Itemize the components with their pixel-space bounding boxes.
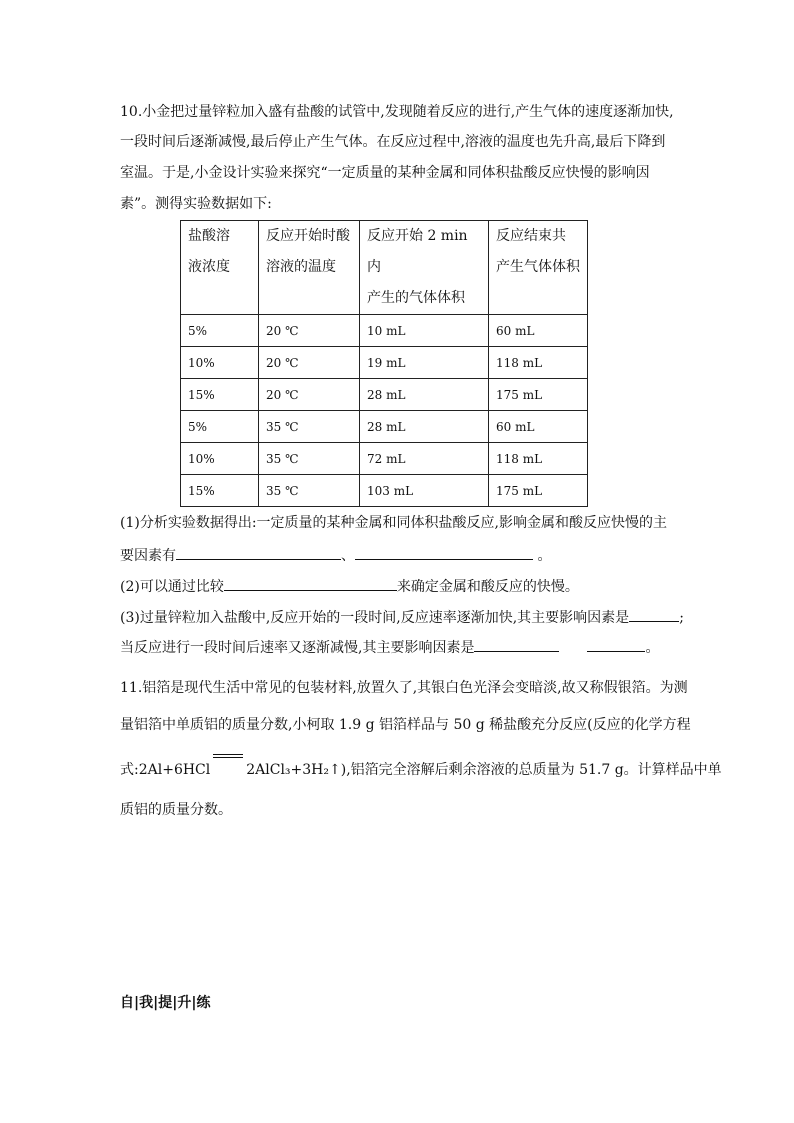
q11-line-3 <box>120 760 722 780</box>
experiment-data-table <box>180 220 588 507</box>
table-row <box>181 315 588 347</box>
equation-left: 式:2Al+6HCl <box>120 762 211 778</box>
table-cell: 35 ℃ <box>259 411 360 443</box>
table-cell: 15% <box>181 379 259 411</box>
table-cell: 60 mL <box>489 411 588 443</box>
header-gas-volume-2min: 反应开始 2 min 内 产生的气体体积 <box>360 221 489 315</box>
answer-blank-5[interactable] <box>474 637 559 652</box>
table-cell: 20 ℃ <box>259 315 360 347</box>
table-cell: 175 mL <box>489 475 588 507</box>
table-row <box>181 443 588 475</box>
q10-line-2: 一段时间后逐渐减慢,最后停止产生气体。在反应过程中,溶液的温度也先升高,最后下降到 <box>120 134 666 150</box>
answer-blank-3[interactable] <box>224 576 397 591</box>
table-header-row <box>181 221 588 315</box>
q11-line-1: 11.铝箔是现代生活中常见的包装材料,放置久了,其银白色光泽会变暗淡,故又称假银箔。为测 <box>120 680 688 696</box>
table-row <box>181 475 588 507</box>
answer-blank-2[interactable] <box>355 545 533 560</box>
table-cell: 28 mL <box>360 411 489 443</box>
table-cell: 5% <box>181 411 259 443</box>
header-initial-temperature: 反应开始时酸 溶液的温度 <box>259 221 360 315</box>
q10-line-4: 素”。测得实验数据如下: <box>120 196 272 212</box>
p3-period: 。 <box>645 640 660 656</box>
table-cell: 118 mL <box>489 443 588 475</box>
q11-line-4: 质铝的质量分数。 <box>120 802 232 818</box>
q10-line-3: 室温。于是,小金设计实验来探究“一定质量的某种金属和同体积盐酸反应快慢的影响因 <box>120 165 650 181</box>
p2-line <box>120 576 579 597</box>
equal-sign-icon <box>210 760 246 774</box>
answer-blank-4[interactable] <box>629 607 679 622</box>
p3-prefix: (3)过量锌粒加入盐酸中,反应开始的一段时间,反应速率逐渐加快,其主要影响因素是 <box>120 610 630 626</box>
p1-line-1: (1)分析实验数据得出:一定质量的某种金属和同体积盐酸反应,影响金属和酸反应快慢的主 <box>120 515 667 531</box>
table-cell: 19 mL <box>360 347 489 379</box>
answer-blank-1[interactable] <box>176 545 341 560</box>
p2-prefix: (2)可以通过比较 <box>120 579 224 595</box>
table-cell: 35 ℃ <box>259 475 360 507</box>
table-cell: 28 mL <box>360 379 489 411</box>
table-cell: 60 mL <box>489 315 588 347</box>
header-total-gas-volume: 反应结束共 产生气体体积 <box>489 221 588 315</box>
table-cell: 175 mL <box>489 379 588 411</box>
section-heading: 自|我|提|升|练 <box>120 995 211 1011</box>
header-concentration: 盐酸溶 液浓度 <box>181 221 259 315</box>
table-row <box>181 379 588 411</box>
table-row <box>181 347 588 379</box>
p1-prefix: 要因素有 <box>120 548 176 564</box>
table-cell: 10% <box>181 443 259 475</box>
table-cell: 15% <box>181 475 259 507</box>
p3-line-2 <box>120 637 659 658</box>
p1-separator: 、 <box>341 548 355 564</box>
table-cell: 5% <box>181 315 259 347</box>
p3-line-1 <box>120 607 684 628</box>
q11-line-2: 量铝箔中单质铝的质量分数,小柯取 1.9 g 铝箔样品与 50 g 稀盐酸充分反应(反应的化学方程 <box>120 717 691 733</box>
table-cell: 72 mL <box>360 443 489 475</box>
table-row <box>181 411 588 443</box>
answer-blank-6[interactable] <box>587 637 645 652</box>
q10-line-1: 10.小金把过量锌粒加入盛有盐酸的试管中,发现随着反应的进行,产生气体的速度逐渐加快, <box>120 104 674 120</box>
p2-suffix: 来确定金属和酸反应的快慢。 <box>396 579 579 595</box>
table-cell: 20 ℃ <box>259 347 360 379</box>
equation-right: 2AlCl₃+3H₂↑),铝箔完全溶解后剩余溶液的总质量为 51.7 g。计算样品中单 <box>246 762 722 778</box>
p1-line-2 <box>120 545 551 566</box>
table-cell: 20 ℃ <box>259 379 360 411</box>
table-cell: 35 ℃ <box>259 443 360 475</box>
table-cell: 10 mL <box>360 315 489 347</box>
p1-period: 。 <box>537 548 552 564</box>
table-cell: 10% <box>181 347 259 379</box>
table-cell: 103 mL <box>360 475 489 507</box>
table-cell: 118 mL <box>489 347 588 379</box>
p3-semicolon: ; <box>679 610 684 626</box>
p3-line2-prefix: 当反应进行一段时间后速率又逐渐减慢,其主要影响因素是 <box>120 640 475 656</box>
